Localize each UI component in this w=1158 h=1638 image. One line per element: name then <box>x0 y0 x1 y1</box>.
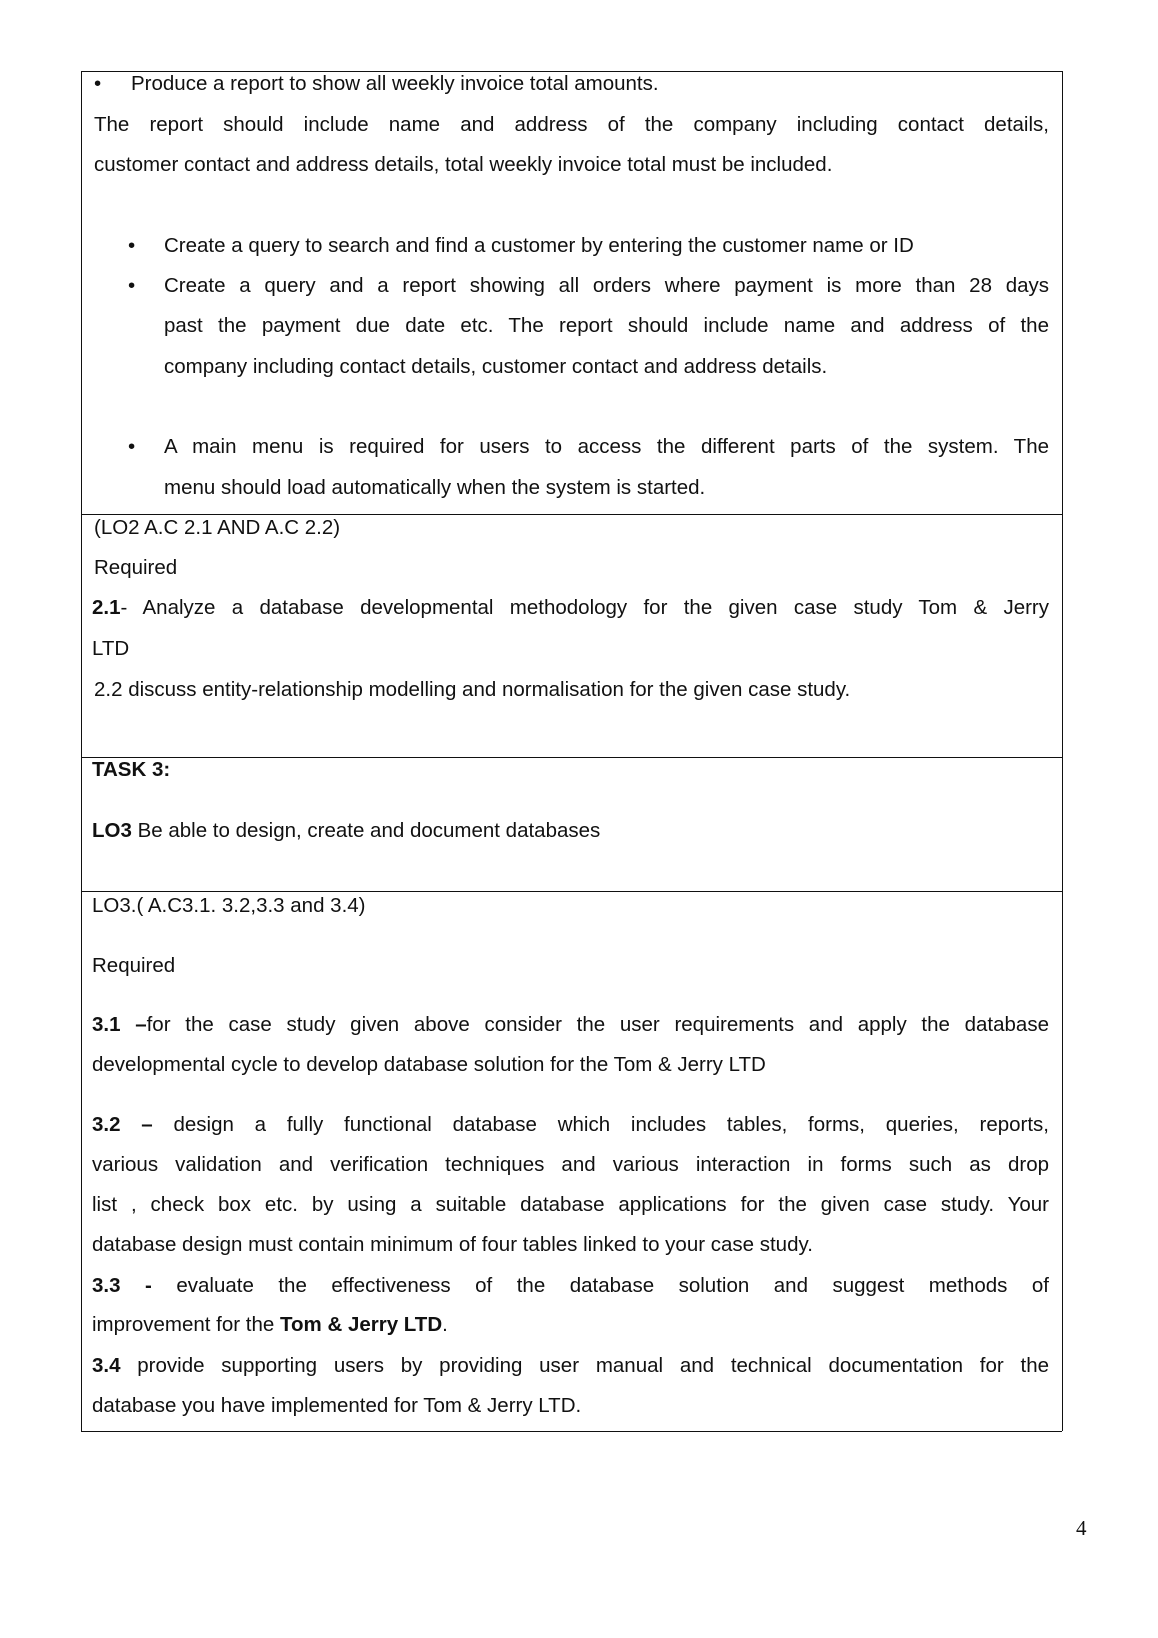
criterion-3-2-cont: various validation and verification techniques and various interaction in forms such as drop <box>92 1153 1049 1176</box>
task-title: TASK 3: <box>92 758 171 781</box>
bullet-text: company including contact details, customer contact and address details. <box>164 355 828 378</box>
criterion-3-4 <box>92 1346 1049 1386</box>
criterion-label: 3.1 – <box>92 1013 147 1036</box>
report-paragraph-line: customer contact and address details, total weekly invoice total must be included. <box>94 153 833 176</box>
bullet-text: past the payment due date etc. The report should include name and address of the <box>164 314 1049 337</box>
bullet-text: Create a query to search and find a customer by entering the customer name or ID <box>164 234 914 257</box>
lo2-reference: (LO2 A.C 2.1 AND A.C 2.2) <box>94 516 341 539</box>
criterion-label: 2.1 <box>92 596 121 619</box>
criterion-text: for the case study given above consider the user requirements and apply the database <box>146 1013 1049 1036</box>
criterion-text: . <box>442 1313 448 1336</box>
bullet-text: Create a query and a report showing all orders where payment is more than 28 days <box>164 274 1049 297</box>
lo3-statement <box>92 811 600 851</box>
criterion-3-4-cont: database you have implemented for Tom & Jerry LTD. <box>92 1394 582 1417</box>
criterion-3-2-cont: database design must contain minimum of four tables linked to your case study. <box>92 1233 813 1256</box>
lo3-label: LO3 <box>92 819 132 842</box>
lo3-text: Be able to design, create and document databases <box>131 819 601 842</box>
criterion-text: design a fully functional database which includes tables, forms, queries, reports, <box>152 1113 1049 1136</box>
table-border-right <box>1062 71 1063 1431</box>
page-number: 4 <box>1076 1516 1087 1540</box>
lo3-reference: LO3.( A.C3.1. 3.2,3.3 and 3.4) <box>92 894 366 917</box>
criterion-3-3-cont <box>92 1305 448 1345</box>
bullet-icon: • <box>128 274 136 297</box>
criterion-3-1-cont: developmental cycle to develop database solution for the Tom & Jerry LTD <box>92 1053 766 1076</box>
row-divider <box>81 757 1062 758</box>
required-label: Required <box>94 556 178 579</box>
bullet-text: menu should load automatically when the system is started. <box>164 476 706 499</box>
criterion-text: evaluate the effectiveness of the database solution and suggest methods of <box>151 1274 1049 1297</box>
table-border-bottom <box>81 1431 1062 1432</box>
company-name: Tom & Jerry LTD <box>280 1313 443 1336</box>
bullet-icon: • <box>94 72 102 95</box>
criterion-3-2 <box>92 1105 1049 1145</box>
report-paragraph-line: The report should include name and address of the company including contact details, <box>94 113 1049 136</box>
required-label: Required <box>92 954 176 977</box>
bullet-icon: • <box>128 234 136 257</box>
criterion-label: 3.4 <box>92 1354 121 1377</box>
criterion-text: improvement for the <box>92 1313 280 1336</box>
bullet-text: A main menu is required for users to access the different parts of the system. The <box>164 435 1049 458</box>
criterion-3-1 <box>92 1005 1049 1045</box>
criterion-3-3 <box>92 1266 1049 1306</box>
criterion-2-1 <box>92 588 1049 628</box>
criterion-2-2: 2.2 discuss entity-relationship modelling and normalisation for the given case study. <box>94 678 851 701</box>
bullet-text: Produce a report to show all weekly invoice total amounts. <box>131 72 659 95</box>
task-heading <box>92 750 170 790</box>
criterion-label: 3.2 – <box>92 1113 153 1136</box>
criterion-text: - Analyze a database developmental methodology for the given case study Tom & Jerry <box>120 596 1049 619</box>
bullet-icon: • <box>128 435 136 458</box>
table-border-left <box>81 71 82 1431</box>
criterion-2-1-cont: LTD <box>92 637 130 660</box>
criterion-text: provide supporting users by providing user manual and technical documentation for the <box>120 1354 1049 1377</box>
criterion-label: 3.3 - <box>92 1274 152 1297</box>
criterion-3-2-cont: list , check box etc. by using a suitable database applications for the given case study. Your <box>92 1193 1049 1216</box>
